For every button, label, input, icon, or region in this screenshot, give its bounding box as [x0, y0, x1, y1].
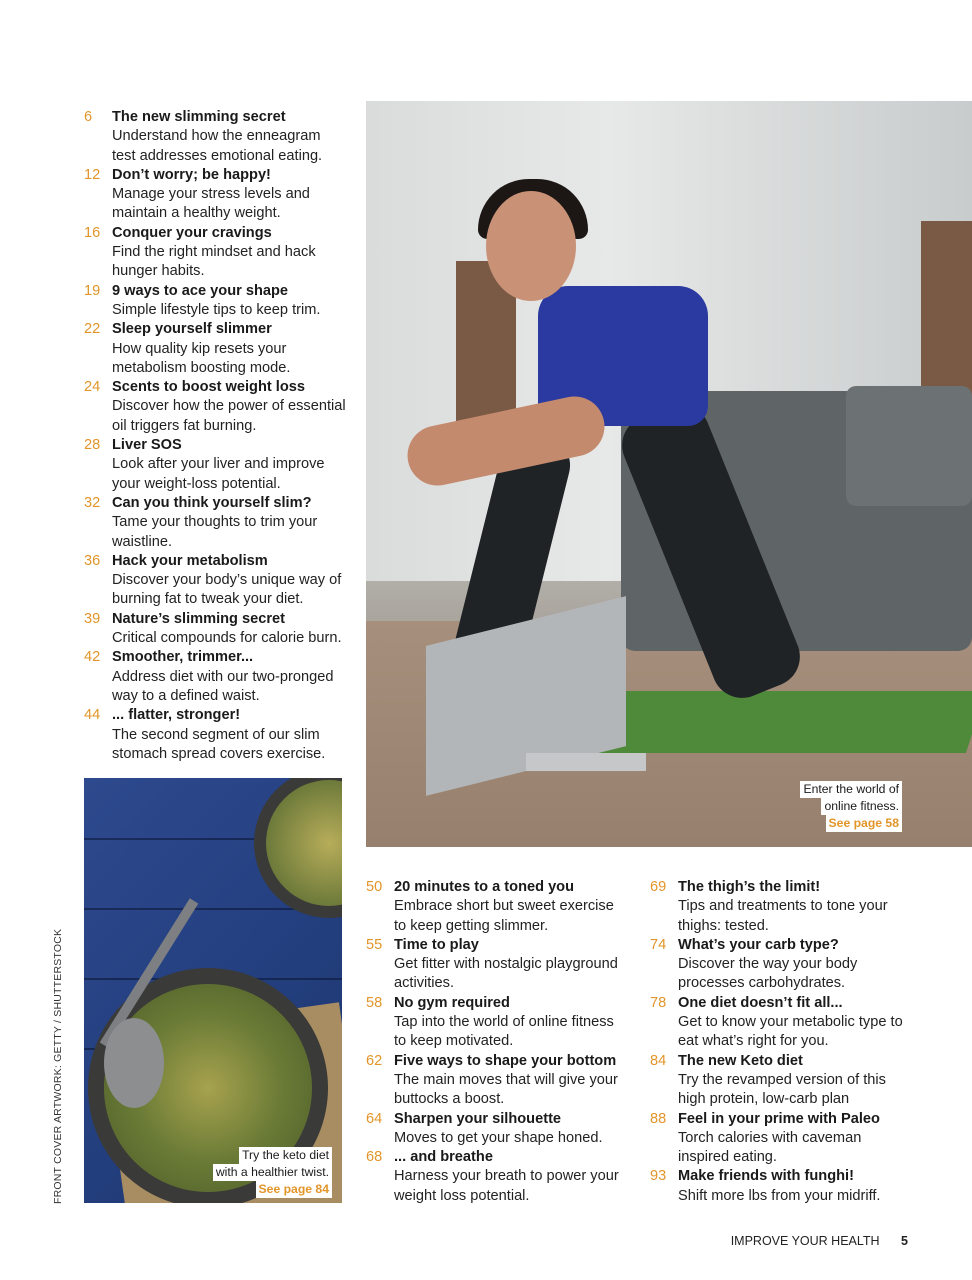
toc-entry-body — [112, 166, 346, 224]
toc-entry[interactable] — [366, 994, 628, 1052]
toc-entry[interactable] — [650, 994, 912, 1052]
photo-person-head — [486, 191, 576, 301]
toc-description: Moves to get your shape honed. — [394, 1129, 603, 1146]
toc-page-number: 55 — [366, 936, 383, 953]
caption-food-line2: with a healthier twist. — [213, 1164, 332, 1181]
toc-entry[interactable] — [650, 1052, 912, 1110]
toc-page-number: 32 — [84, 494, 101, 511]
toc-entry-body — [394, 1052, 628, 1110]
toc-entry[interactable] — [84, 706, 346, 764]
footer-section-title: IMPROVE YOUR HEALTH — [730, 1234, 880, 1248]
toc-entry[interactable] — [366, 1110, 628, 1149]
photo-spoon — [104, 1018, 164, 1108]
toc-description: Find the right mindset and hack hunger habits. — [112, 244, 316, 280]
toc-entry-body — [678, 878, 912, 936]
toc-description: Tame your thoughts to trim your waistline. — [112, 514, 318, 550]
toc-description: Discover how the power of essential oil triggers fat burning. — [112, 398, 346, 434]
toc-entry-body — [394, 1110, 628, 1149]
toc-title: Smoother, trimmer... — [112, 649, 254, 666]
toc-description: Torch calories with caveman inspired eating. — [678, 1129, 862, 1166]
toc-entry-body — [678, 1110, 912, 1168]
toc-title: Scents to boost weight loss — [112, 379, 305, 396]
toc-title: 9 ways to ace your shape — [112, 282, 289, 299]
toc-entry[interactable] — [650, 878, 912, 936]
toc-page-number: 64 — [366, 1110, 383, 1127]
caption-fitness-line1: Enter the world of — [800, 781, 902, 798]
toc-page-number: 19 — [84, 282, 101, 299]
toc-entry[interactable] — [84, 610, 346, 649]
caption-fitness-see-page: See page 58 — [826, 815, 902, 832]
toc-title: Time to play — [394, 936, 479, 953]
toc-page-number: 84 — [650, 1052, 667, 1069]
toc-title: Conquer your cravings — [112, 224, 272, 241]
toc-title: What’s your carb type? — [678, 936, 839, 953]
toc-entry-body — [112, 552, 346, 610]
toc-title: 20 minutes to a toned you — [394, 879, 575, 895]
toc-description: Get fitter with nostalgic playground activities. — [394, 956, 618, 992]
toc-title: Feel in your prime with Paleo — [678, 1110, 880, 1127]
toc-entry[interactable] — [84, 648, 346, 706]
toc-title: Liver SOS — [112, 437, 182, 454]
toc-entry[interactable] — [366, 1148, 628, 1206]
toc-description: Simple lifestyle tips to keep trim. — [112, 301, 321, 318]
toc-title: ... flatter, stronger! — [112, 707, 241, 724]
toc-description: Discover the way your body processes carbohydrates. — [678, 956, 858, 992]
toc-title: Sharpen your silhouette — [394, 1110, 562, 1127]
toc-entry-body — [112, 610, 346, 649]
toc-entry-body — [678, 994, 912, 1052]
toc-title: Five ways to shape your bottom — [394, 1052, 617, 1069]
toc-entry[interactable] — [84, 282, 346, 321]
photo-credit: FRONT COVER ARTWORK: GETTY / SHUTTERSTOCK — [52, 928, 64, 1204]
toc-description: Look after your liver and improve your weight-loss potential. — [112, 456, 325, 492]
toc-page-number: 50 — [366, 879, 383, 895]
toc-description: Tap into the world of online fitness to keep motivated. — [394, 1014, 614, 1050]
toc-entry[interactable] — [84, 108, 346, 166]
caption-fitness-line2: online fitness. — [821, 798, 902, 815]
photo-laptop-base — [526, 753, 646, 771]
toc-entry-body — [112, 494, 346, 552]
toc-entry-body — [112, 282, 346, 321]
toc-entry[interactable] — [366, 936, 628, 994]
toc-entry-body — [678, 936, 912, 994]
toc-entry-body — [394, 936, 628, 994]
toc-page-number: 62 — [366, 1052, 383, 1069]
toc-title: Can you think yourself slim? — [112, 494, 312, 511]
toc-entry[interactable] — [84, 436, 346, 494]
toc-entry[interactable] — [84, 166, 346, 224]
toc-title: Don’t worry; be happy! — [112, 166, 271, 183]
toc-page-number: 42 — [84, 649, 101, 666]
toc-page-number: 24 — [84, 379, 101, 396]
toc-page-number: 58 — [366, 994, 383, 1011]
toc-entry[interactable] — [366, 1052, 628, 1110]
toc-description: Try the revamped version of this high protein, low-carb plan — [678, 1071, 886, 1108]
toc-entry[interactable] — [84, 224, 346, 282]
toc-page-number: 22 — [84, 321, 101, 338]
toc-description: Discover your body’s unique way of burning fat to tweak your diet. — [112, 572, 342, 608]
toc-description: Address diet with our two-pronged way to a defined waist. — [112, 668, 334, 704]
toc-page-number: 78 — [650, 994, 667, 1011]
toc-page-number: 68 — [366, 1149, 383, 1166]
toc-page-number: 93 — [650, 1168, 667, 1185]
toc-title: The thigh’s the limit! — [678, 879, 821, 895]
toc-entry-body — [112, 320, 346, 378]
toc-entry-body — [394, 994, 628, 1052]
toc-column-middle — [366, 878, 628, 1206]
toc-description: Harness your breath to power your weight loss potential. — [394, 1168, 619, 1204]
toc-title: ... and breathe — [394, 1149, 493, 1166]
toc-entry-body — [394, 1148, 628, 1206]
toc-entry-body — [678, 1167, 912, 1206]
toc-page-number: 12 — [84, 166, 101, 183]
toc-description: How quality kip resets your metabolism boosting mode. — [112, 340, 291, 376]
toc-description: Tips and treatments to tone your thighs: tested. — [678, 898, 888, 934]
toc-description: Get to know your metabolic type to eat what’s right for you. — [678, 1014, 903, 1050]
toc-description: The second segment of our slim stomach spread covers exercise. — [112, 726, 326, 762]
toc-page-number: 74 — [650, 936, 667, 953]
food-photo — [84, 778, 342, 1203]
toc-title: Sleep yourself slimmer — [112, 321, 272, 338]
toc-title: One diet doesn’t fit all... — [678, 994, 843, 1011]
footer-page-number: 5 — [901, 1234, 908, 1248]
toc-title: The new Keto diet — [678, 1052, 803, 1069]
toc-title: No gym required — [394, 994, 510, 1011]
toc-title: Nature’s slimming secret — [112, 610, 286, 627]
toc-entry[interactable] — [84, 494, 346, 552]
page-footer — [731, 1234, 908, 1248]
toc-page-number: 69 — [650, 879, 667, 895]
toc-entry[interactable] — [650, 1167, 912, 1206]
toc-description: Shift more lbs from your midriff. — [678, 1187, 881, 1204]
toc-page-number: 28 — [84, 437, 101, 454]
toc-page-number: 88 — [650, 1110, 667, 1127]
toc-description: Manage your stress levels and maintain a healthy weight. — [112, 186, 310, 222]
caption-fitness — [760, 781, 902, 832]
fitness-photo — [366, 101, 972, 847]
toc-page-number: 36 — [84, 552, 101, 569]
toc-entry[interactable] — [366, 878, 628, 936]
toc-description: Embrace short but sweet exercise to keep getting slimmer. — [394, 898, 614, 934]
toc-entry-body — [678, 1052, 912, 1110]
toc-entry-body — [112, 436, 346, 494]
toc-entry-body — [112, 108, 346, 166]
toc-title: Make friends with funghi! — [678, 1168, 854, 1185]
toc-page-number: 44 — [84, 707, 101, 724]
toc-description: Understand how the enneagram test addresses emotional eating. — [112, 128, 323, 164]
toc-title: The new slimming secret — [112, 109, 286, 125]
caption-food — [196, 1147, 332, 1198]
toc-column-right — [650, 878, 912, 1206]
toc-entry-body — [112, 224, 346, 282]
toc-entry[interactable] — [650, 1110, 912, 1168]
toc-entry[interactable] — [84, 320, 346, 378]
toc-title: Hack your metabolism — [112, 552, 268, 569]
caption-food-see-page: See page 84 — [256, 1181, 332, 1198]
toc-column-left — [84, 108, 346, 764]
toc-page-number: 6 — [84, 109, 93, 125]
toc-entry-body — [112, 378, 346, 436]
toc-entry[interactable] — [84, 552, 346, 610]
toc-entry-body — [112, 706, 346, 764]
photo-sofa-arm — [846, 386, 972, 506]
toc-entry-body — [112, 648, 346, 706]
toc-page-number: 39 — [84, 610, 101, 627]
toc-description: Critical compounds for calorie burn. — [112, 630, 342, 647]
caption-food-line1: Try the keto diet — [239, 1147, 332, 1164]
toc-description: The main moves that will give your buttocks a boost. — [394, 1071, 618, 1108]
toc-entry[interactable] — [84, 378, 346, 436]
toc-entry[interactable] — [650, 936, 912, 994]
toc-page-number: 16 — [84, 224, 101, 241]
toc-entry-body — [394, 878, 628, 936]
